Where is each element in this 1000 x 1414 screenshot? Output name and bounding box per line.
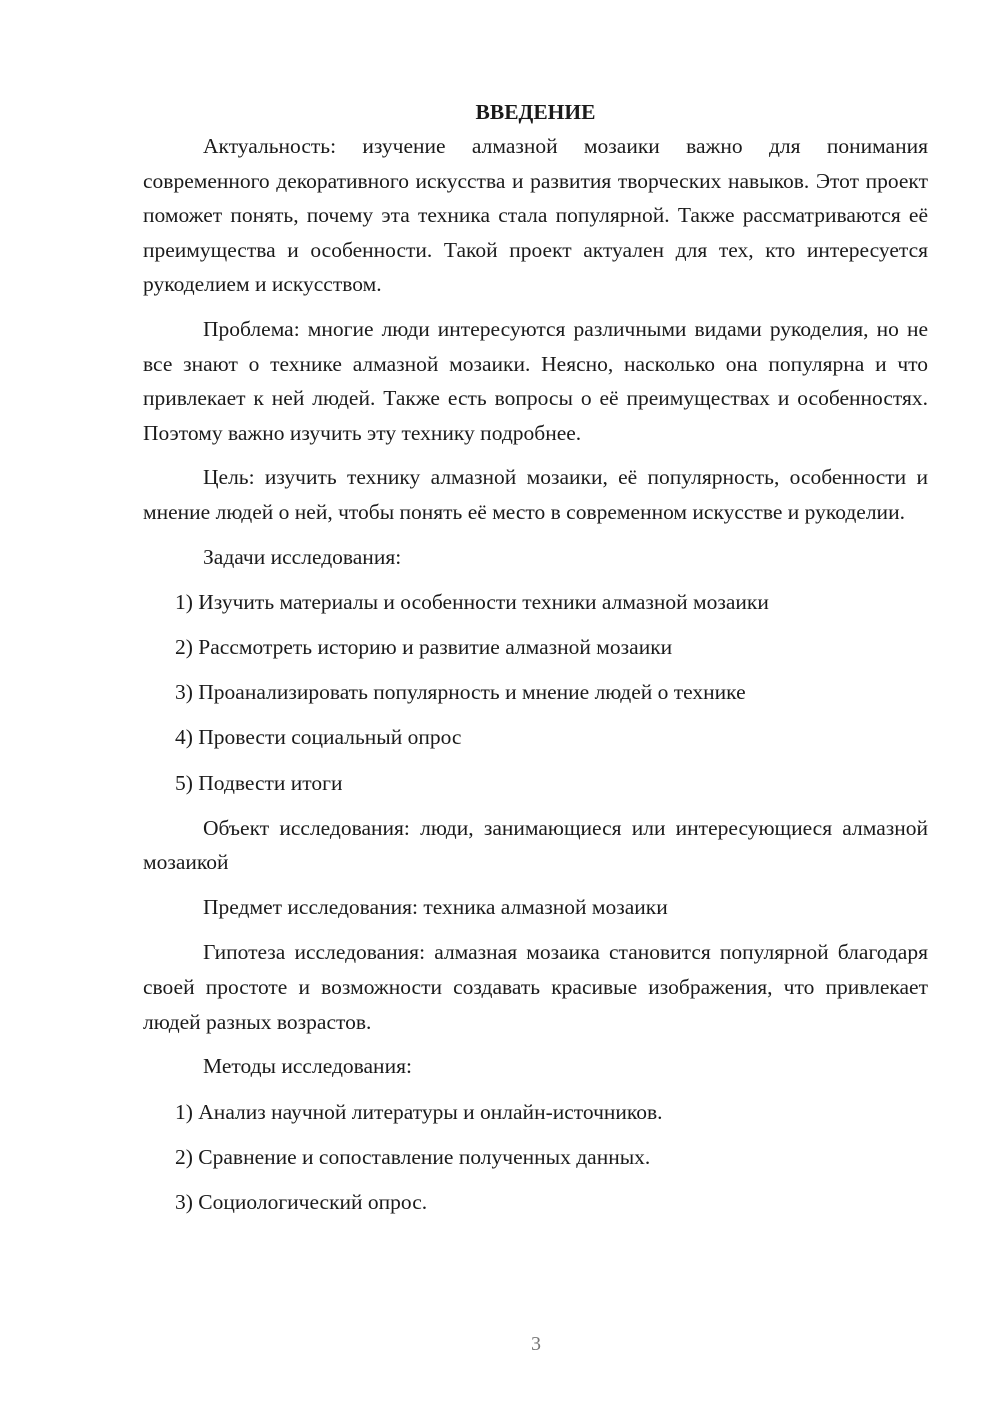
- goal-paragraph: Цель: изучить технику алмазной мозаики, её популярность, особенности и мнение людей о ней, чтобы понять её место в современном искусстве и рукоделии.: [143, 465, 928, 524]
- list-item: 3) Социологический опрос.: [175, 1189, 428, 1214]
- tasks-heading: Задачи исследования:: [203, 544, 402, 569]
- page-number: 3: [531, 1333, 541, 1355]
- page-title: ВВЕДЕНИЕ: [475, 100, 596, 124]
- list-item: 2) Сравнение и сопоставление полученных данных.: [175, 1144, 651, 1169]
- tasks-list: [143, 585, 928, 800]
- problem-paragraph: Проблема: многие люди интересуются различными видами рукоделия, но не все знают о технике алмазной мозаики. Неясно, насколько она популярна и что привлекает к ней людей. Также есть вопросы о её преимуществах и особенностях. Поэтому важно изучить эту технику подробнее.: [143, 316, 928, 445]
- hypothesis-paragraph: Гипотеза исследования: алмазная мозаика становится популярной благодаря своей простоте и возможности создавать красивые изображения, что привлекает людей разных возрастов.: [143, 940, 928, 1034]
- object-paragraph: Объект исследования: люди, занимающиеся или интересующиеся алмазной мозаикой: [143, 815, 928, 875]
- methods-heading: Методы исследования:: [203, 1054, 412, 1079]
- list-item: 1) Анализ научной литературы и онлайн-источников.: [175, 1099, 663, 1124]
- page-content: [143, 95, 928, 1230]
- list-item: 5) Подвести итоги: [175, 770, 343, 795]
- subject-paragraph: Предмет исследования: техника алмазной мозаики: [203, 894, 668, 919]
- relevance-paragraph: Актуальность: изучение алмазной мозаики важно для понимания современного декоративного искусства и развития творческих навыков. Этот проект поможет понять, почему эта техника стала популярной. Также рассматриваются её преимущества и особенности. Такой проект актуален для тех, кто интересуется рукоделием и искусством.: [143, 134, 928, 297]
- list-item: 1) Изучить материалы и особенности техники алмазной мозаики: [175, 590, 769, 615]
- list-item: 4) Провести социальный опрос: [175, 725, 462, 750]
- list-item: 2) Рассмотреть историю и развитие алмазной мозаики: [175, 635, 673, 660]
- methods-list: [143, 1095, 928, 1220]
- list-item: 3) Проанализировать популярность и мнение людей о технике: [175, 680, 746, 705]
